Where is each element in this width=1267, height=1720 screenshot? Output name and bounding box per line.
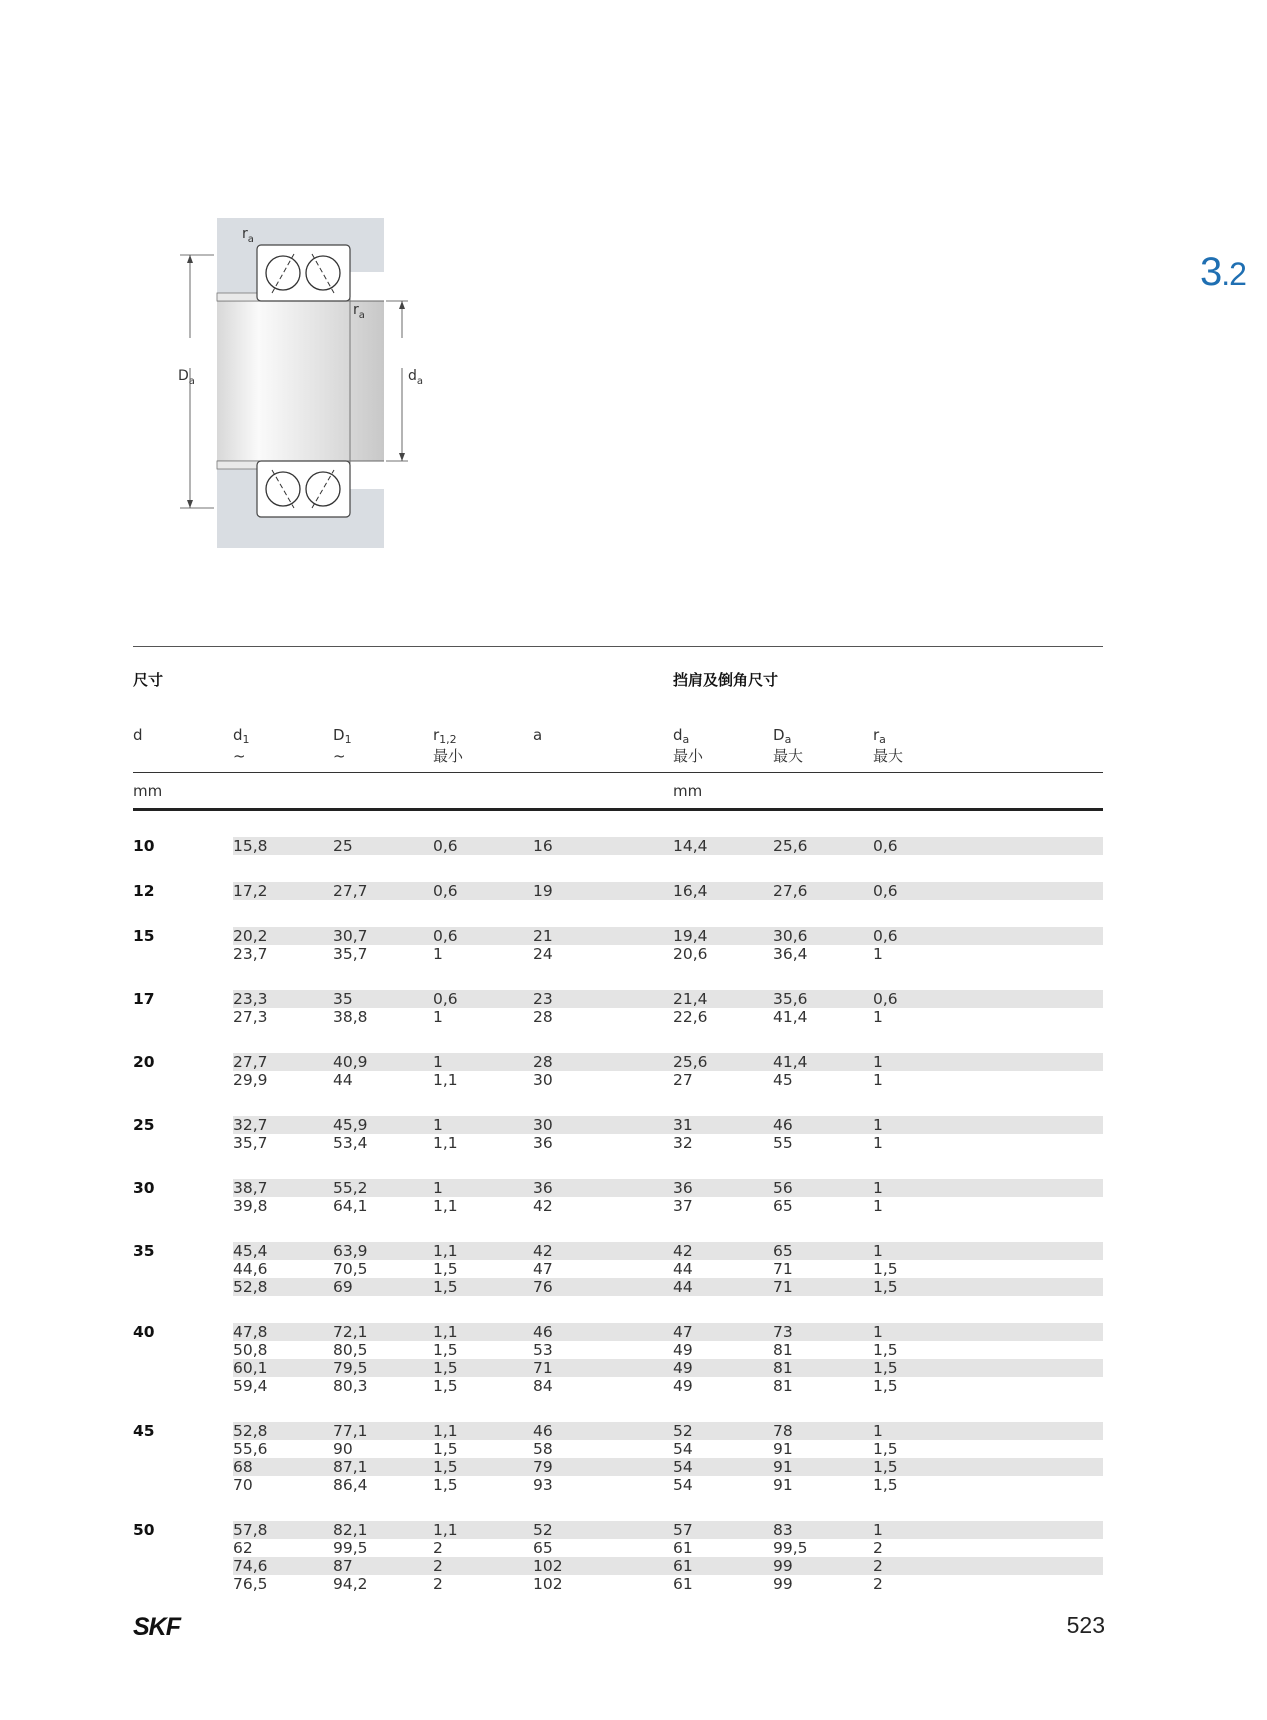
table-cell: 23,3 (233, 990, 268, 1008)
table-group (133, 837, 1103, 855)
table-cell: 1 (873, 1521, 883, 1539)
table-cell: 72,1 (333, 1323, 368, 1341)
table-cell: 46 (773, 1116, 793, 1134)
table-cell: 14,4 (673, 837, 708, 855)
table-cell: 52,8 (233, 1278, 268, 1296)
skf-logo-mark (133, 1615, 215, 1639)
column-header-4 (533, 727, 542, 744)
bore-diameter: 12 (133, 882, 155, 900)
dimension-table (133, 646, 1103, 1593)
table-cell: 47,8 (233, 1323, 268, 1341)
table-cell: 52 (673, 1422, 693, 1440)
table-row (133, 1458, 1103, 1476)
bore-diameter: 40 (133, 1323, 155, 1341)
table-cell: 1 (873, 1197, 883, 1215)
table-row (133, 1053, 1103, 1071)
column-header-subscript: 1 (344, 733, 352, 746)
bore-diameter: 10 (133, 837, 155, 855)
table-cell: 27,7 (333, 882, 368, 900)
table-cell: 1,1 (433, 1197, 458, 1215)
table-group (133, 882, 1103, 900)
table-cell: 35,6 (773, 990, 808, 1008)
table-cell: 1,5 (433, 1377, 458, 1395)
table-row (133, 1377, 1103, 1395)
table-cell: 44 (333, 1071, 353, 1089)
table-cell: 0,6 (873, 837, 898, 855)
column-header-subscript: a (879, 733, 886, 746)
table-cell: 80,5 (333, 1341, 368, 1359)
table-cell: 70 (233, 1476, 253, 1494)
table-cell: 1,1 (433, 1323, 458, 1341)
table-cell: 29,9 (233, 1071, 268, 1089)
table-cell: 90 (333, 1440, 353, 1458)
table-cell: 86,4 (333, 1476, 368, 1494)
table-cell: 55,2 (333, 1179, 368, 1197)
table-cell: 57,8 (233, 1521, 268, 1539)
table-cell: 58 (533, 1440, 553, 1458)
column-header-note: ~ (233, 747, 246, 765)
group-header-abutment: 挡肩及倒角尺寸 (673, 671, 779, 689)
table-cell: 1 (873, 1179, 883, 1197)
table-cell: 81 (773, 1377, 793, 1395)
table-cell: 57 (673, 1521, 693, 1539)
table-cell: 0,6 (433, 837, 458, 855)
table-cell: 65 (773, 1197, 793, 1215)
table-cell: 32 (673, 1134, 693, 1152)
table-cell: 45,4 (233, 1242, 268, 1260)
bore-diameter: 17 (133, 990, 155, 1008)
column-header-symbol: D (773, 726, 785, 744)
table-cell: 0,6 (873, 990, 898, 1008)
bore-diameter: 20 (133, 1053, 155, 1071)
table-cell: 0,6 (873, 882, 898, 900)
table-cell: 47 (673, 1323, 693, 1341)
table-cell: 27,7 (233, 1053, 268, 1071)
table-cell: 71 (773, 1260, 793, 1278)
table-cell: 1,5 (873, 1440, 898, 1458)
table-cell: 46 (533, 1422, 553, 1440)
table-row (133, 1071, 1103, 1089)
table-cell: 53 (533, 1341, 553, 1359)
table-row (133, 927, 1103, 945)
table-cell: 23,7 (233, 945, 268, 963)
table-cell: 93 (533, 1476, 553, 1494)
table-cell: 40,9 (333, 1053, 368, 1071)
column-header-2 (333, 727, 352, 765)
table-cell: 39,8 (233, 1197, 268, 1215)
table-cell: 1,5 (873, 1260, 898, 1278)
table-row (133, 1116, 1103, 1134)
table-cell: 2 (433, 1575, 443, 1593)
table-cell: 77,1 (333, 1422, 368, 1440)
column-header-row (133, 727, 1103, 767)
ra-label-mid: $r_a$ (353, 302, 365, 321)
table-cell: 64,1 (333, 1197, 368, 1215)
table-cell: 25 (333, 837, 353, 855)
table-row (133, 1476, 1103, 1494)
table-cell: 1 (433, 1053, 443, 1071)
table-cell: 41,4 (773, 1008, 808, 1026)
table-cell: 56 (773, 1179, 793, 1197)
table-cell: 54 (673, 1476, 693, 1494)
table-cell: 35,7 (333, 945, 368, 963)
column-header-symbol: d (233, 726, 243, 744)
table-row (133, 1557, 1103, 1575)
table-group (133, 1116, 1103, 1152)
table-cell: 27,6 (773, 882, 808, 900)
table-cell: 37 (673, 1197, 693, 1215)
table-row (133, 1242, 1103, 1260)
table-cell: 59,4 (233, 1377, 268, 1395)
table-cell: 102 (533, 1557, 563, 1575)
table-cell: 1 (873, 1323, 883, 1341)
table-cell: 20,6 (673, 945, 708, 963)
table-row (133, 1575, 1103, 1593)
table-cell: 1,5 (433, 1458, 458, 1476)
row-shading (233, 1278, 1103, 1296)
table-cell: 76,5 (233, 1575, 268, 1593)
table-cell: 55 (773, 1134, 793, 1152)
table-cell: 44,6 (233, 1260, 268, 1278)
table-cell: 19,4 (673, 927, 708, 945)
table-cell: 1,5 (873, 1377, 898, 1395)
table-group (133, 990, 1103, 1026)
table-row (133, 990, 1103, 1008)
table-cell: 82,1 (333, 1521, 368, 1539)
svg-text:SKF: SKF (133, 1615, 180, 1639)
column-header-subscript: 1,2 (439, 733, 457, 746)
table-cell: 16,4 (673, 882, 708, 900)
table-cell: 62 (233, 1539, 253, 1557)
column-header-5 (673, 727, 703, 765)
table-cell: 1,5 (433, 1440, 458, 1458)
column-header-note: 最大 (873, 747, 904, 765)
table-cell: 2 (873, 1557, 883, 1575)
table-cell: 91 (773, 1476, 793, 1494)
table-cell: 1 (433, 945, 443, 963)
table-cell: 28 (533, 1008, 553, 1026)
table-cell: 79,5 (333, 1359, 368, 1377)
table-cell: 1 (873, 945, 883, 963)
table-cell: 1 (873, 1134, 883, 1152)
group-header-dimensions: 尺寸 (133, 671, 164, 689)
table-row (133, 1539, 1103, 1557)
ra-label-top: $r_a$ (242, 226, 254, 245)
table-cell: 1,5 (873, 1476, 898, 1494)
bore-diameter: 25 (133, 1116, 155, 1134)
table-cell: 42 (673, 1242, 693, 1260)
column-header-note: 最小 (433, 747, 464, 765)
bore-diameter: 30 (133, 1179, 155, 1197)
table-cell: 99 (773, 1557, 793, 1575)
table-cell: 81 (773, 1341, 793, 1359)
table-cell: 80,3 (333, 1377, 368, 1395)
table-cell: 30 (533, 1116, 553, 1134)
unit-row (133, 773, 1103, 808)
table-row (133, 1179, 1103, 1197)
table-cell: 0,6 (433, 990, 458, 1008)
table-group (133, 1053, 1103, 1089)
da-label: $d_a$ (408, 368, 424, 387)
skf-logo (133, 1615, 215, 1643)
table-cell: 83 (773, 1521, 793, 1539)
table-cell: 36 (533, 1179, 553, 1197)
table-group (133, 1179, 1103, 1215)
table-cell: 0,6 (433, 927, 458, 945)
table-cell: 54 (673, 1458, 693, 1476)
table-cell: 1 (873, 1422, 883, 1440)
table-cell: 35,7 (233, 1134, 268, 1152)
table-group (133, 1242, 1103, 1296)
table-cell: 1 (873, 1053, 883, 1071)
table-cell: 61 (673, 1539, 693, 1557)
column-header-symbol: r (433, 726, 440, 744)
column-header-symbol: D (333, 726, 345, 744)
table-cell: 44 (673, 1278, 693, 1296)
table-cell: 30 (533, 1071, 553, 1089)
table-group (133, 1323, 1103, 1395)
table-cell: 2 (873, 1575, 883, 1593)
table-cell: 1,1 (433, 1242, 458, 1260)
table-cell: 0,6 (873, 927, 898, 945)
table-cell: 1,5 (433, 1476, 458, 1494)
table-cell: 53,4 (333, 1134, 368, 1152)
table-cell: 36 (673, 1179, 693, 1197)
table-cell: 0,6 (433, 882, 458, 900)
table-cell: 47 (533, 1260, 553, 1278)
page-number: 523 (1066, 1612, 1105, 1638)
table-cell: 25,6 (773, 837, 808, 855)
table-row (133, 1323, 1103, 1341)
table-row (133, 1521, 1103, 1539)
table-cell: 50,8 (233, 1341, 268, 1359)
table-cell: 99,5 (773, 1539, 808, 1557)
table-cell: 1 (433, 1179, 443, 1197)
table-cell: 52 (533, 1521, 553, 1539)
column-header-7 (873, 727, 903, 765)
table-cell: 49 (673, 1359, 693, 1377)
table-cell: 16 (533, 837, 553, 855)
Da-label: $D_a$ (178, 368, 195, 387)
table-cell: 27 (673, 1071, 693, 1089)
table-cell: 1,5 (873, 1278, 898, 1296)
table-cell: 38,7 (233, 1179, 268, 1197)
table-cell: 1 (433, 1008, 443, 1026)
table-row (133, 1359, 1103, 1377)
table-cell: 45 (773, 1071, 793, 1089)
table-cell: 2 (873, 1539, 883, 1557)
section-major: 3 (1200, 250, 1222, 294)
table-cell: 49 (673, 1341, 693, 1359)
table-cell: 30,7 (333, 927, 368, 945)
table-cell: 1,1 (433, 1521, 458, 1539)
column-header-note: 最大 (773, 747, 804, 765)
table-cell: 76 (533, 1278, 553, 1296)
section-minor: .2 (1221, 256, 1246, 292)
column-header-3 (433, 727, 463, 765)
table-cell: 102 (533, 1575, 563, 1593)
table-row (133, 1422, 1103, 1440)
bore-diameter: 45 (133, 1422, 155, 1440)
column-header-symbol: a (533, 726, 543, 744)
table-cell: 99,5 (333, 1539, 368, 1557)
table-cell: 1,5 (433, 1341, 458, 1359)
table-cell: 42 (533, 1242, 553, 1260)
table-cell: 36,4 (773, 945, 808, 963)
bore-diameter: 50 (133, 1521, 155, 1539)
table-cell: 71 (533, 1359, 553, 1377)
table-cell: 52,8 (233, 1422, 268, 1440)
table-row (133, 1440, 1103, 1458)
table-cell: 73 (773, 1323, 793, 1341)
table-cell: 22,6 (673, 1008, 708, 1026)
table-cell: 65 (773, 1242, 793, 1260)
column-header-1 (233, 727, 250, 765)
table-cell: 1 (873, 1242, 883, 1260)
table-cell: 91 (773, 1458, 793, 1476)
table-row (133, 1341, 1103, 1359)
table-cell: 32,7 (233, 1116, 268, 1134)
table-cell: 44 (673, 1260, 693, 1278)
section-number (1200, 250, 1246, 295)
bearing-drawing (170, 218, 440, 548)
table-row (133, 1260, 1103, 1278)
table-cell: 1,5 (873, 1359, 898, 1377)
table-cell: 55,6 (233, 1440, 268, 1458)
table-cell: 1,5 (433, 1278, 458, 1296)
table-cell: 31 (673, 1116, 693, 1134)
table-cell: 1 (873, 1071, 883, 1089)
table-group (133, 1521, 1103, 1593)
table-cell: 23 (533, 990, 553, 1008)
bore-diameter: 15 (133, 927, 155, 945)
column-header-note: ~ (333, 747, 346, 765)
column-header-0 (133, 727, 143, 744)
table-row (133, 1197, 1103, 1215)
table-row (133, 945, 1103, 963)
table-cell: 1 (873, 1008, 883, 1026)
table-cell: 61 (673, 1575, 693, 1593)
row-shading (233, 990, 1103, 1008)
table-cell: 74,6 (233, 1557, 268, 1575)
table-cell: 79 (533, 1458, 553, 1476)
table-cell: 78 (773, 1422, 793, 1440)
table-cell: 81 (773, 1359, 793, 1377)
row-shading (233, 1557, 1103, 1575)
table-cell: 35 (333, 990, 353, 1008)
table-cell: 91 (773, 1440, 793, 1458)
table-cell: 1 (873, 1116, 883, 1134)
header-thick-rule (133, 808, 1103, 811)
table-cell: 38,8 (333, 1008, 368, 1026)
column-header-symbol: r (873, 726, 880, 744)
table-cell: 69 (333, 1278, 353, 1296)
table-cell: 30,6 (773, 927, 808, 945)
group-header-row (133, 647, 1103, 727)
table-cell: 63,9 (333, 1242, 368, 1260)
table-cell: 87,1 (333, 1458, 368, 1476)
table-cell: 20,2 (233, 927, 268, 945)
table-cell: 68 (233, 1458, 253, 1476)
table-row (133, 1278, 1103, 1296)
table-cell: 45,9 (333, 1116, 368, 1134)
column-header-subscript: a (682, 733, 690, 746)
column-header-subscript: 1 (242, 733, 250, 746)
bearing-abutment-diagram (170, 218, 440, 552)
table-row (133, 882, 1103, 900)
table-cell: 21 (533, 927, 553, 945)
table-cell: 27,3 (233, 1008, 268, 1026)
table-cell: 46 (533, 1323, 553, 1341)
table-cell: 65 (533, 1539, 553, 1557)
unit-right: mm (673, 782, 703, 800)
table-cell: 84 (533, 1377, 553, 1395)
table-cell: 42 (533, 1197, 553, 1215)
table-cell: 1,1 (433, 1071, 458, 1089)
table-group (133, 927, 1103, 963)
table-row (133, 1134, 1103, 1152)
table-cell: 28 (533, 1053, 553, 1071)
table-cell: 61 (673, 1557, 693, 1575)
table-cell: 15,8 (233, 837, 268, 855)
unit-left: mm (133, 782, 163, 800)
table-group (133, 1422, 1103, 1494)
table-cell: 25,6 (673, 1053, 708, 1071)
table-cell: 1,1 (433, 1134, 458, 1152)
table-cell: 54 (673, 1440, 693, 1458)
table-cell: 17,2 (233, 882, 268, 900)
table-cell: 1,5 (873, 1458, 898, 1476)
table-cell: 2 (433, 1557, 443, 1575)
table-cell: 41,4 (773, 1053, 808, 1071)
table-cell: 60,1 (233, 1359, 268, 1377)
row-shading (233, 837, 1103, 855)
column-header-note: 最小 (673, 747, 704, 765)
table-cell: 24 (533, 945, 553, 963)
table-cell: 71 (773, 1278, 793, 1296)
column-header-symbol: d (133, 726, 143, 744)
table-cell: 94,2 (333, 1575, 368, 1593)
table-row (133, 837, 1103, 855)
table-cell: 49 (673, 1377, 693, 1395)
table-cell: 2 (433, 1539, 443, 1557)
table-row (133, 1008, 1103, 1026)
table-cell: 87 (333, 1557, 353, 1575)
column-header-subscript: a (784, 733, 792, 746)
column-header-symbol: d (673, 726, 683, 744)
table-cell: 1 (433, 1116, 443, 1134)
table-cell: 36 (533, 1134, 553, 1152)
table-cell: 21,4 (673, 990, 708, 1008)
table-cell: 1,5 (433, 1359, 458, 1377)
column-header-6 (773, 727, 803, 765)
table-cell: 1,5 (433, 1260, 458, 1278)
table-cell: 70,5 (333, 1260, 368, 1278)
table-cell: 1,1 (433, 1422, 458, 1440)
bore-diameter: 35 (133, 1242, 155, 1260)
table-cell: 1,5 (873, 1341, 898, 1359)
table-cell: 99 (773, 1575, 793, 1593)
table-body (133, 837, 1103, 1593)
table-cell: 19 (533, 882, 553, 900)
